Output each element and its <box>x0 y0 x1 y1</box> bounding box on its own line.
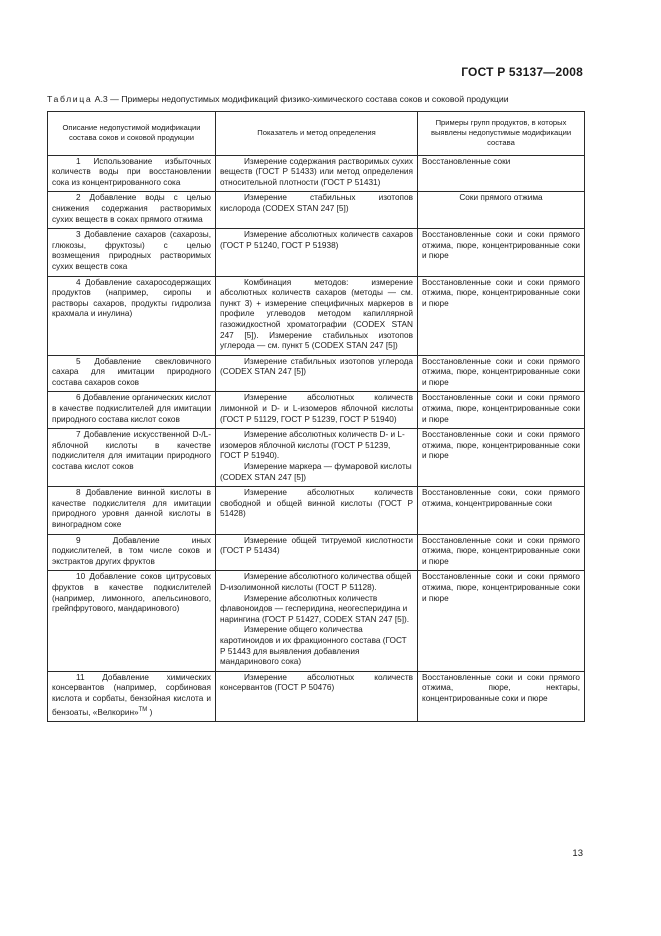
description-text-end: ) <box>147 707 153 717</box>
caption-label: Таблица <box>47 94 93 104</box>
products-cell: Восстановленные соки и соки прямого отжима, пюре, концентрированные соки и пюре <box>418 392 585 429</box>
products-cell: Восстановленные соки и соки прямого отжима, пюре, концентрированные соки и пюре <box>418 229 585 276</box>
description-cell: 6 Добавление органических кислот в качестве подкислителей для имитации природного состава кислот соков <box>48 392 216 429</box>
caption-text: А.3 — Примеры недопустимых модификаций физико-химического состава соков и соковой продукции <box>92 94 509 104</box>
method-paragraph: Измерение абсолютных количеств D- и L-изомеров яблочной кислоты (ГОСТ Р 51239, ГОСТ Р 51940). <box>220 430 405 461</box>
page-number: 13 <box>572 848 583 859</box>
description-cell: 3 Добавление сахаров (сахарозы, глюкозы, фруктозы) с целью возмещения природных растворимых сухих веществ сока <box>48 229 216 276</box>
method-cell: Измерение абсолютных количеств консервантов (ГОСТ Р 50476) <box>216 671 418 721</box>
method-cell: Измерение содержания растворимых сухих веществ (ГОСТ Р 51433) или метод определения относительной плотности (ГОСТ Р 51431) <box>216 155 418 192</box>
column-header-method: Показатель и метод определения <box>216 112 418 156</box>
table-header-row <box>48 112 585 156</box>
description-cell: 8 Добавление винной кислоты в качестве подкислителя для имитации природного уровня данной кислоты в виноградном соке <box>48 487 216 534</box>
table-row <box>48 192 585 229</box>
description-cell: 5 Добавление свекловичного сахара для имитации природного состава сахаров соков <box>48 355 216 392</box>
table-row <box>48 392 585 429</box>
table-row <box>48 355 585 392</box>
table-row <box>48 276 585 355</box>
description-cell: 4 Добавление сахаросодержащих продуктов (например, сиропы и растворы сахаров, продукты гидролиза крахмала и инулина) <box>48 276 216 355</box>
products-cell: Соки прямого отжима <box>418 192 585 229</box>
products-cell: Восстановленные соки, соки прямого отжима, концентрированные соки <box>418 487 585 534</box>
method-cell: Измерение общей титруемой кислотности (ГОСТ Р 51434) <box>216 534 418 571</box>
method-paragraph: Измерение общего количества каротиноидов и их фракционного состава (ГОСТ Р 51443 для выявления добавления мандаринового сока) <box>220 625 407 667</box>
table-row <box>48 487 585 534</box>
table-row <box>48 229 585 276</box>
table-row <box>48 534 585 571</box>
method-cell <box>216 429 418 487</box>
products-cell: Восстановленные соки и соки прямого отжима, пюре, концентрированные соки и пюре <box>418 571 585 671</box>
description-cell: 9 Добавление иных подкислителей, в том числе соков и экстрактов других фруктов <box>48 534 216 571</box>
products-cell: Восстановленные соки и соки прямого отжима, пюре, концентрированные соки и пюре <box>418 276 585 355</box>
table-row <box>48 571 585 671</box>
modifications-table <box>47 111 585 722</box>
column-header-description: Описание недопустимой модификации состава соков и соковой продукции <box>48 112 216 156</box>
method-cell: Измерение стабильных изотопов углерода (CODEX STAN 247 [5]) <box>216 355 418 392</box>
method-cell: Измерение абсолютных количеств лимонной и D- и L-изомеров яблочной кислоты (ГОСТ Р 51129, ГОСТ Р 51239, ГОСТ Р 51940) <box>216 392 418 429</box>
description-cell: 2 Добавление воды с целью снижения содержания растворимых сухих веществ в соках прямого отжима <box>48 192 216 229</box>
trademark-mark: TM <box>138 706 148 713</box>
description-cell: 7 Добавление искусственной D-/L-яблочной кислоты в качестве подкислителя для имитации природного состава кислот соков <box>48 429 216 487</box>
products-cell: Восстановленные соки и соки прямого отжима, пюре, нектары, концентрированные соки и пюре <box>418 671 585 721</box>
method-cell: Комбинация методов: измерение абсолютных количеств сахаров (методы — см. пункт 3) + измерение специфичных маркеров в профиле углеводов методом капиллярной газожидкостной хроматографии (CODEX STAN 247 [5]). Измерение стабильных изотопов углерода — см. пункт 5 (CODEX STAN 247 [5]) <box>216 276 418 355</box>
products-cell: Восстановленные соки и соки прямого отжима, пюре, концентрированные соки и пюре <box>418 534 585 571</box>
description-cell <box>48 671 216 721</box>
method-cell: Измерение абсолютных количеств свободной и общей винной кислоты (ГОСТ Р 51428) <box>216 487 418 534</box>
description-cell: 10 Добавление соков цитрусовых фруктов в качестве подкислителей (например, лимонного, апельсинового, грейпфрутового, мандаринового) <box>48 571 216 671</box>
method-cell: Измерение абсолютных количеств сахаров (ГОСТ Р 51240, ГОСТ Р 51938) <box>216 229 418 276</box>
table-caption <box>47 94 587 104</box>
products-cell: Восстановленные соки и соки прямого отжима, пюре, концентрированные соки и пюре <box>418 429 585 487</box>
standard-number: ГОСТ Р 53137—2008 <box>461 65 583 79</box>
products-cell: Восстановленные соки и соки прямого отжима, пюре, концентрированные соки и пюре <box>418 355 585 392</box>
method-paragraph: Измерение абсолютного количества общей D-изолимонной кислоты (ГОСТ Р 51128). <box>220 572 412 592</box>
method-paragraph: Измерение абсолютных количеств флавоноидов — гесперидина, неогесперидина и нарингина (ГОСТ Р 51427, CODEX STAN 247 [5]). <box>220 593 410 624</box>
method-paragraph: Измерение маркера — фумаровой кислоты (CODEX STAN 247 [5]) <box>220 462 412 482</box>
table-row <box>48 429 585 487</box>
table-row <box>48 155 585 192</box>
method-cell: Измерение стабильных изотопов кислорода (CODEX STAN 247 [5]) <box>216 192 418 229</box>
description-cell: 1 Использование избыточных количеств воды при восстановлении сока из концентрированного сока <box>48 155 216 192</box>
column-header-products: Примеры групп продуктов, в которых выявлены недопустимые модификации состава <box>418 112 585 156</box>
method-cell <box>216 571 418 671</box>
description-text: 11 Добавление химических консервантов (например, сорбиновая кислота и сорбаты, бензойная кислота и бензоаты, «Велкорин» <box>52 672 211 717</box>
table-row <box>48 671 585 721</box>
products-cell: Восстановленные соки <box>418 155 585 192</box>
